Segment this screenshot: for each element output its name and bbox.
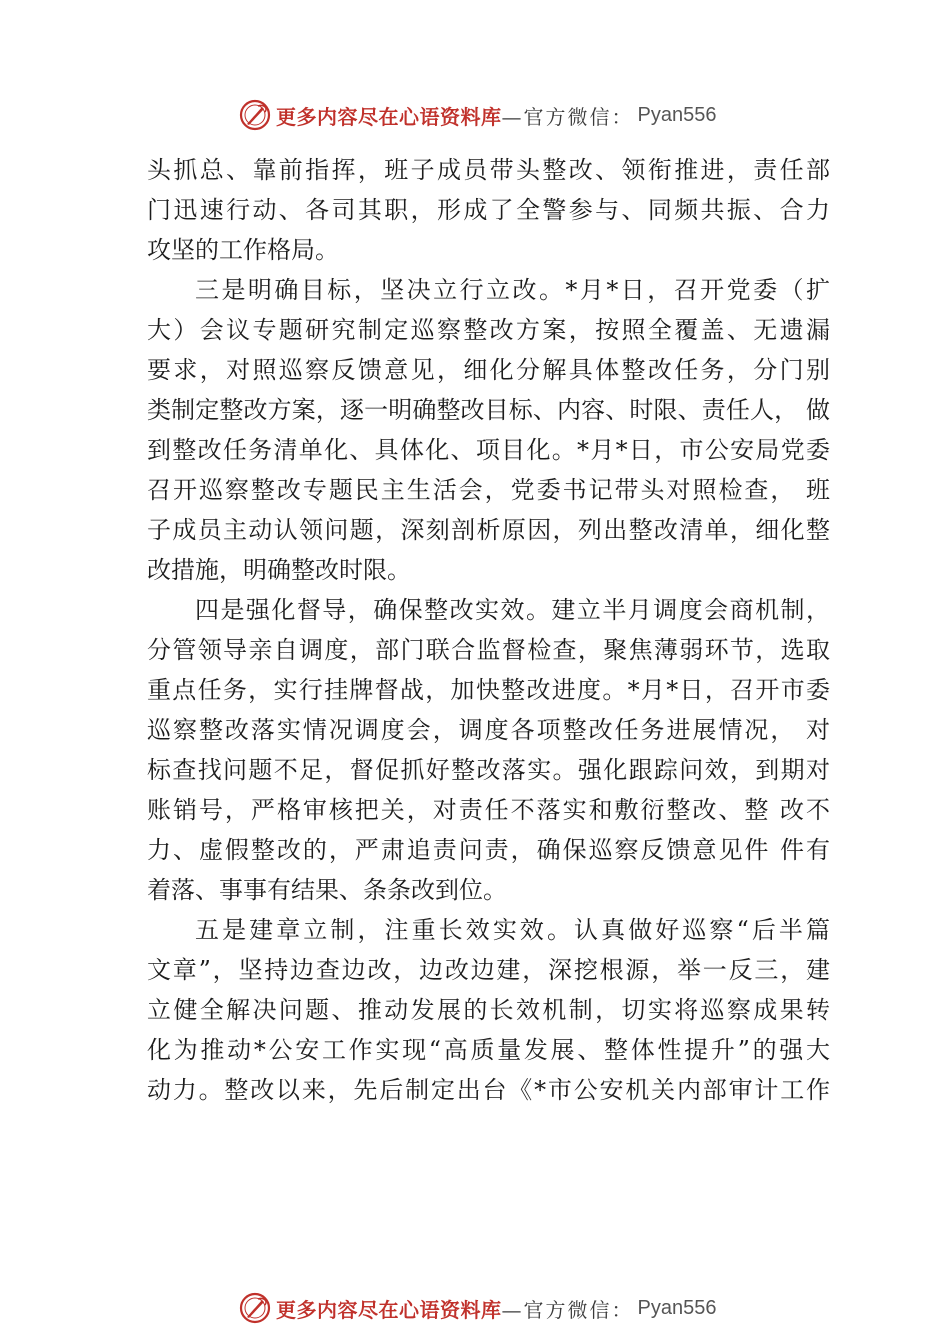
header-wechat-id: Pyan556 [637,103,717,126]
header-brand-text: 更多内容尽在心语资料库 [276,104,502,129]
paragraph-1 [147,150,830,270]
text-line: 着落、事事有结果、条条改到位。 [147,876,507,904]
paragraph-4 [147,910,830,1110]
text-line: 门迅速行动、各司其职，形成了全警参与、同频共振、合力 [147,196,830,224]
text-line: 三是明确目标，坚决立行立改。*月*日，召开党委（扩 [195,276,830,304]
quill-seal-icon [238,98,272,132]
document-body [147,150,830,1110]
quill-seal-icon [238,1291,272,1325]
text-line: 重点任务，实行挂牌督战，加快整改进度。*月*日，召开市委 [147,676,830,704]
footer-separator-text: —官方微信： [501,1297,634,1322]
text-line: 类制定整改方案，逐一明确整改目标、内容、时限、责任人， 做 [147,396,830,424]
text-line: 账销号，严格审核把关，对责任不落实和敷衍整改、整 改不 [147,796,830,824]
text-line: 召开巡察整改专题民主生活会，党委书记带头对照检查， 班 [147,476,830,504]
header-banner [238,97,716,133]
text-line: 力、虚假整改的，严肃追责问责，确保巡察反馈意见件 件有 [147,836,830,864]
text-line: 动力。整改以来，先后制定出台《*市公安机关内部审计工作 [147,1076,830,1104]
text-line: 大）会议专题研究制定巡察整改方案，按照全覆盖、无遗漏 [147,316,830,344]
text-line: 头抓总、靠前指挥，班子成员带头整改、领衔推进，责任部 [147,156,830,184]
text-line: 分管领导亲自调度，部门联合监督检查，聚焦薄弱环节，选取 [147,636,830,664]
text-line: 五是建章立制，注重长效实效。认真做好巡察“后半篇 [195,916,830,944]
footer-banner [238,1290,716,1326]
text-line: 攻坚的工作格局。 [147,236,339,264]
paragraph-3 [147,590,830,910]
text-line: 要求，对照巡察反馈意见，细化分解具体整改任务，分门别 [147,356,830,384]
text-line: 文章”，坚持边查边改，边改边建，深挖根源，举一反三，建 [147,956,830,984]
text-line: 标查找问题不足，督促抓好整改落实。强化跟踪问效，到期对 [147,756,830,784]
text-line: 到整改任务清单化、具体化、项目化。*月*日，市公安局党委 [147,436,830,464]
paragraph-2 [147,270,830,590]
text-line: 子成员主动认领问题，深刻剖析原因，列出整改清单，细化整 [147,516,830,544]
footer-wechat-id: Pyan556 [637,1296,717,1319]
footer-brand-text: 更多内容尽在心语资料库 [276,1297,502,1322]
text-line: 四是强化督导，确保整改实效。建立半月调度会商机制， [195,596,830,624]
text-line: 立健全解决问题、推动发展的长效机制，切实将巡察成果转 [147,996,830,1024]
text-line: 化为推动*公安工作实现“高质量发展、整体性提升”的强大 [147,1036,830,1064]
header-separator-text: —官方微信： [501,104,634,129]
text-line: 巡察整改落实情况调度会，调度各项整改任务进展情况， 对 [147,716,830,744]
text-line: 改措施，明确整改时限。 [147,556,411,584]
